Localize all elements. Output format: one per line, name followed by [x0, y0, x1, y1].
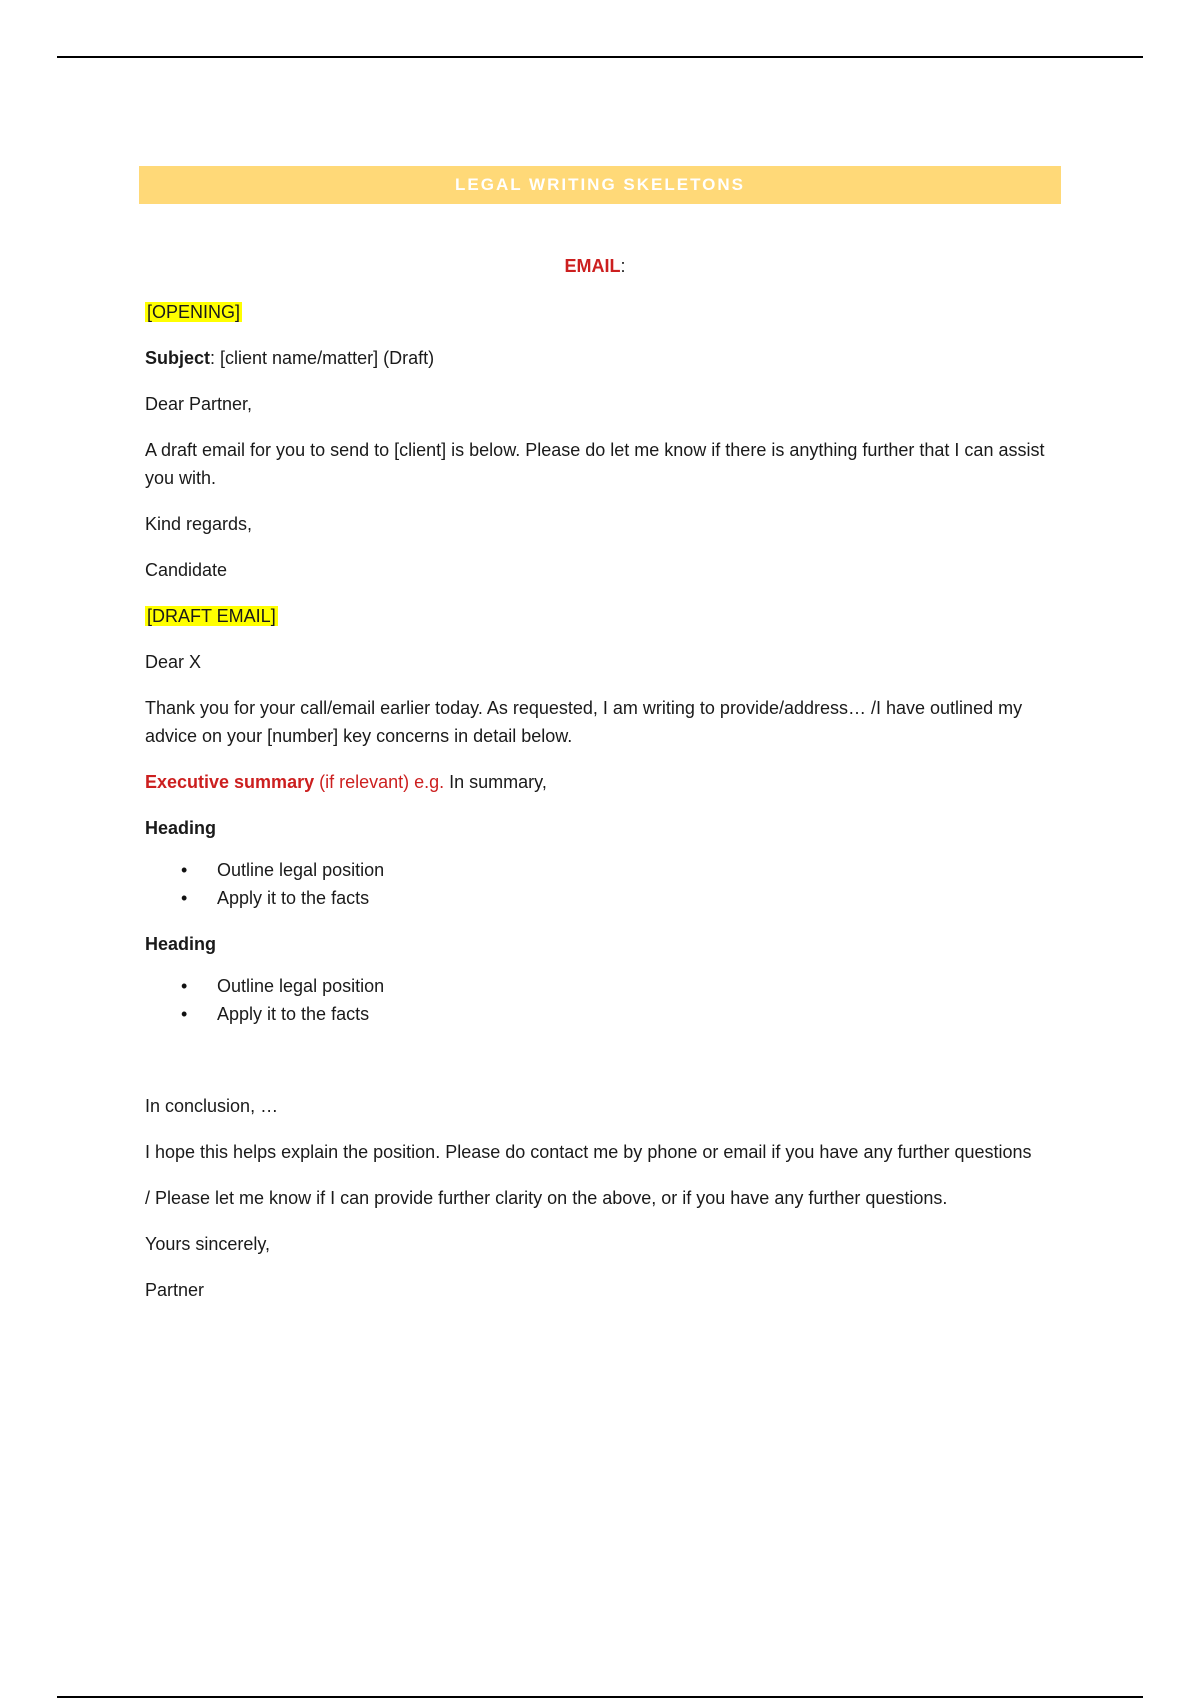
subject-label: Subject — [145, 348, 211, 368]
bullet-item: • Outline legal position — [217, 972, 1045, 1000]
conclusion-line: In conclusion, … — [145, 1096, 279, 1116]
section-heading: Heading — [145, 818, 217, 838]
sign-off: Yours sincerely, — [145, 1234, 271, 1254]
intro-paragraph: A draft email for you to send to [client] is below. Please do let me know if there is anything further that I can assist you with. — [145, 440, 1045, 488]
executive-summary-line — [145, 768, 1045, 796]
exec-summary-rest: In summary, — [444, 772, 547, 792]
bottom-rule — [57, 1696, 1143, 1698]
section-heading: Heading — [145, 934, 217, 954]
subject-line — [145, 344, 1045, 372]
bullet-item: • Apply it to the facts — [217, 1000, 1045, 1028]
banner-title: LEGAL WRITING SKELETONS — [455, 175, 745, 194]
exec-summary-note: (if relevant) e.g. — [314, 772, 445, 792]
signature: Partner — [145, 1280, 205, 1300]
email-heading — [145, 252, 1045, 280]
hope-paragraph: I hope this helps explain the position. Please do contact me by phone or email if you have any further questions — [145, 1142, 1032, 1162]
title-banner — [139, 166, 1061, 204]
opening-tag: [OPENING] — [147, 302, 241, 322]
exec-summary-label: Executive summary — [145, 772, 315, 792]
top-rule — [57, 56, 1143, 58]
candidate-name: Candidate — [145, 560, 228, 580]
document-body — [145, 252, 1045, 1322]
email-colon: : — [620, 256, 626, 276]
greeting-partner: Dear Partner, — [145, 394, 253, 414]
email-label: EMAIL — [564, 256, 621, 276]
subject-value: : [client name/matter] (Draft) — [210, 348, 435, 368]
section-bullet-list — [145, 856, 1045, 912]
bullet-item: • Outline legal position — [217, 856, 1045, 884]
kind-regards: Kind regards, — [145, 514, 253, 534]
draft-email-line — [145, 602, 1045, 630]
draft-email-tag: [DRAFT EMAIL] — [147, 606, 276, 626]
thanks-paragraph: Thank you for your call/email earlier today. As requested, I am writing to provide/address… /I have outlined my advice on your [number] key concerns in detail below. — [145, 698, 1023, 746]
blank-spacer — [145, 1046, 1045, 1092]
greeting-x: Dear X — [145, 652, 202, 672]
alternative-paragraph: / Please let me know if I can provide further clarity on the above, or if you have any further questions. — [145, 1188, 948, 1208]
bullet-item: • Apply it to the facts — [217, 884, 1045, 912]
opening-line — [145, 298, 1045, 326]
section-bullet-list — [145, 972, 1045, 1028]
